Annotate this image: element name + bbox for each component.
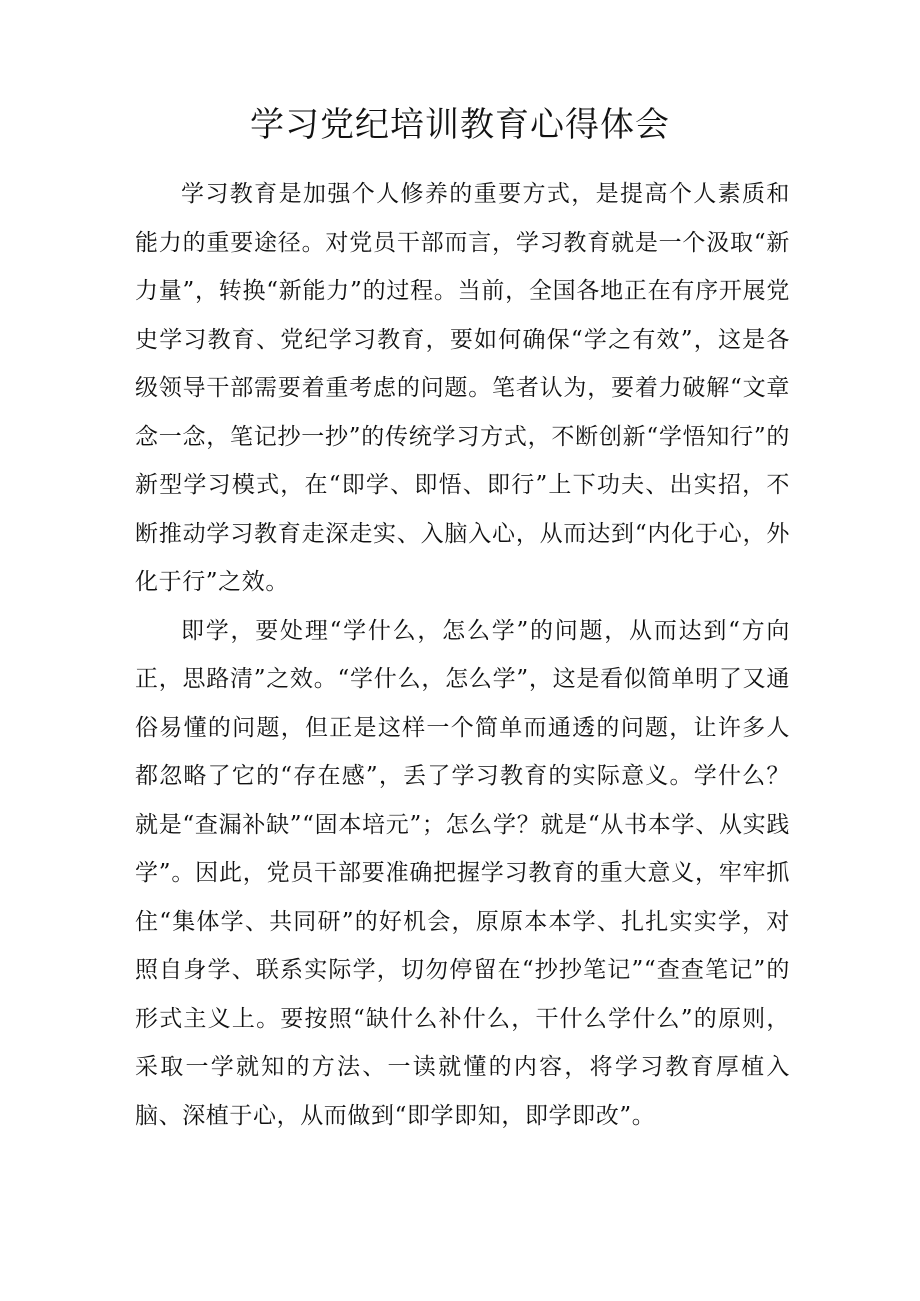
document-title: 学习党纪培训教育心得体会: [250, 105, 670, 145]
paragraph-2: 即学，要处理“学什么，怎么学”的问题，从而达到“方向正，思路清”之效。“学什么，怎么学”，这是看似简单明了又通俗易懂的问题，但正是这样一个简单而通透的问题，让许多人都忽略了它的“存在感”，丢了学习教育的实际意义。学什么？就是“查漏补缺”“固本培元”；怎么学？就是“从书本学、从实践学”。因此，党员干部要准确把握学习教育的重大意义，牢牢抓住“集体学、共同研”的好机会，原原本本学、扎扎实实学，对照自身学、联系实际学，切勿停留在“抄抄笔记”“查查笔记”的形式主义上。要按照“缺什么补什么，干什么学什么”的原则，采取一学就知的方法、一读就懂的内容，将学习教育厚植入脑、深植于心，从而做到“即学即知，即学即改”。: [135, 617, 790, 1129]
document-body: [135, 170, 790, 1140]
paragraph-1: 学习教育是加强个人修养的重要方式，是提高个人素质和能力的重要途径。对党员干部而言，学习教育就是一个汲取“新力量”，转换“新能力”的过程。当前，全国各地正在有序开展党史学习教育、党纪学习教育，要如何确保“学之有效”，这是各级领导干部需要着重考虑的问题。笔者认为，要着力破解“文章念一念，笔记抄一抄”的传统学习方式，不断创新“学悟知行”的新型学习模式，在“即学、即悟、即行”上下功夫、出实招，不断推动学习教育走深走实、入脑入心，从而达到“内化于心，外化于行”之效。: [135, 181, 790, 595]
